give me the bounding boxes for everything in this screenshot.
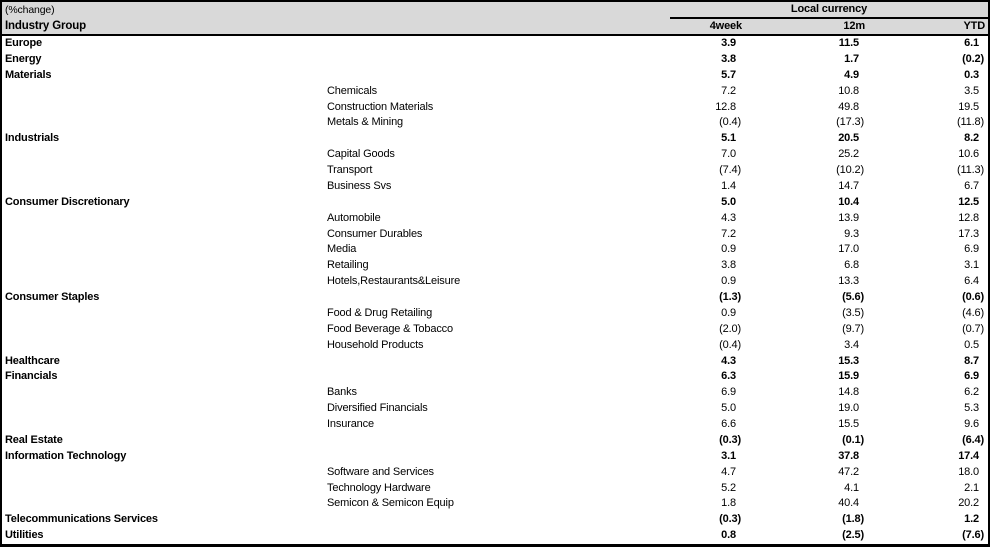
- column-group-header-local-currency: Local currency: [670, 2, 988, 19]
- value-cell-12m: 4.9: [844, 68, 859, 81]
- industry-group-cell: Europe: [5, 37, 42, 49]
- table-row: [2, 306, 988, 322]
- value-cell-12m: 14.7: [838, 179, 859, 192]
- value-cell-4week: 6.3: [721, 370, 736, 383]
- sub-industry-cell: [325, 131, 670, 147]
- value-cell-4week: 5.0: [721, 402, 736, 415]
- industry-group-cell: [2, 84, 325, 100]
- value-cell-4week: (0.4): [719, 338, 741, 351]
- value-cell-12m: (9.7): [842, 322, 864, 335]
- industry-group-cell: Utilities: [5, 529, 44, 542]
- sub-industry-cell: Semicon & Semicon Equip: [327, 497, 454, 510]
- table-body: [2, 36, 988, 544]
- sub-industry-cell: Metals & Mining: [327, 116, 404, 129]
- sub-industry-cell: [325, 354, 670, 370]
- industry-group-cell: [2, 179, 325, 195]
- value-cell-ytd: 0.5: [964, 338, 979, 351]
- value-cell-4week: 0.9: [721, 275, 736, 288]
- table-row: [2, 385, 988, 401]
- table-row: [2, 163, 988, 179]
- value-cell-4week: 3.1: [721, 449, 736, 462]
- column-header-4week: 4week: [709, 20, 742, 32]
- industry-group-cell: [2, 306, 325, 322]
- sub-industry-cell: [325, 68, 670, 84]
- table-row: [2, 369, 988, 385]
- value-cell-4week: 7.2: [721, 227, 736, 240]
- value-cell-4week: (1.3): [719, 291, 741, 303]
- industry-group-cell: [2, 147, 325, 163]
- value-cell-12m: 13.3: [838, 275, 859, 288]
- sub-industry-cell: Diversified Financials: [327, 402, 428, 415]
- sub-industry-cell: [325, 369, 670, 385]
- table-row: [2, 115, 988, 131]
- sub-industry-cell: Automobile: [327, 211, 381, 224]
- row-header-industry-group: Industry Group: [5, 20, 86, 32]
- table-row: [2, 227, 988, 243]
- sub-industry-cell: Chemicals: [327, 84, 377, 97]
- value-cell-ytd: 20.2: [958, 497, 979, 510]
- sub-industry-cell: [325, 512, 670, 528]
- industry-group-cell: [2, 417, 325, 433]
- value-cell-12m: 4.1: [844, 481, 859, 494]
- value-cell-4week: (0.4): [719, 116, 741, 129]
- table-row: [2, 512, 988, 528]
- value-cell-ytd: 6.2: [964, 386, 979, 399]
- table-row: [2, 258, 988, 274]
- table-row: [2, 195, 988, 211]
- sub-industry-cell: Retailing: [327, 259, 369, 272]
- value-cell-12m: 3.4: [844, 338, 859, 351]
- value-cell-12m: 15.9: [838, 370, 859, 383]
- sub-industry-cell: [325, 195, 670, 211]
- sub-industry-cell: Construction Materials: [327, 100, 434, 113]
- industry-group-cell: Financials: [5, 370, 58, 383]
- value-cell-4week: 6.9: [721, 386, 736, 399]
- industry-group-cell: [2, 211, 325, 227]
- value-cell-4week: 6.6: [721, 418, 736, 430]
- value-cell-ytd: 17.4: [958, 449, 979, 462]
- industry-group-cell: Telecommunications Services: [5, 513, 158, 526]
- value-cell-4week: 4.3: [721, 211, 736, 224]
- sub-industry-cell: Technology Hardware: [327, 481, 431, 494]
- units-label: (%change): [5, 4, 55, 16]
- value-cell-ytd: (0.7): [962, 322, 984, 335]
- value-cell-4week: 5.1: [721, 132, 736, 145]
- sub-industry-cell: Capital Goods: [327, 148, 395, 161]
- value-cell-4week: 1.4: [721, 179, 736, 192]
- table-row: [2, 496, 988, 512]
- sub-industry-cell: [325, 449, 670, 465]
- sub-industry-cell: [325, 52, 670, 68]
- table-row: [2, 274, 988, 290]
- table-row: [2, 242, 988, 258]
- value-cell-ytd: 8.2: [964, 132, 979, 145]
- header-row-columns: [2, 19, 988, 34]
- industry-group-cell: [2, 481, 325, 497]
- value-cell-4week: 5.7: [721, 68, 736, 81]
- value-cell-ytd: 6.4: [964, 275, 979, 288]
- value-cell-4week: (7.4): [719, 164, 741, 176]
- sub-industry-cell: Food Beverage & Tobacco: [327, 322, 453, 335]
- value-cell-ytd: 0.3: [964, 68, 979, 81]
- value-cell-12m: (17.3): [836, 116, 864, 129]
- sub-industry-cell: Media: [327, 243, 357, 256]
- value-cell-12m: 9.3: [844, 227, 859, 240]
- sub-industry-cell: [325, 528, 670, 544]
- table-row: [2, 528, 988, 544]
- industry-group-cell: [2, 465, 325, 481]
- header-row-units: [2, 2, 988, 19]
- value-cell-ytd: 10.6: [958, 148, 979, 161]
- table-row: [2, 131, 988, 147]
- industry-group-cell: [2, 242, 325, 258]
- value-cell-4week: 4.3: [721, 354, 736, 367]
- value-cell-4week: 0.9: [721, 306, 736, 319]
- table-row: [2, 147, 988, 163]
- value-cell-4week: 0.9: [721, 243, 736, 256]
- value-cell-ytd: (4.6): [962, 306, 984, 319]
- value-cell-12m: 37.8: [838, 449, 859, 462]
- value-cell-ytd: 6.7: [964, 179, 979, 192]
- industry-group-cell: [2, 115, 325, 131]
- value-cell-12m: 13.9: [838, 211, 859, 224]
- value-cell-ytd: 2.1: [964, 481, 979, 494]
- sub-industry-cell: Household Products: [327, 338, 424, 351]
- value-cell-ytd: (0.2): [962, 52, 984, 65]
- value-cell-ytd: 9.6: [964, 418, 979, 430]
- value-cell-12m: (0.1): [842, 433, 864, 446]
- table-row: [2, 100, 988, 116]
- value-cell-12m: 14.8: [838, 386, 859, 399]
- value-cell-12m: (1.8): [842, 513, 864, 526]
- value-cell-ytd: 19.5: [958, 100, 979, 113]
- value-cell-ytd: 17.3: [958, 227, 979, 240]
- sub-industry-cell: [325, 433, 670, 449]
- sub-industry-cell: Business Svs: [327, 179, 392, 192]
- value-cell-12m: (5.6): [842, 291, 864, 303]
- industry-group-cell: Healthcare: [5, 354, 60, 367]
- industry-group-cell: [2, 385, 325, 401]
- table-row: [2, 36, 988, 52]
- value-cell-ytd: 3.5: [964, 84, 979, 97]
- table-row: [2, 338, 988, 354]
- value-cell-ytd: 12.8: [958, 211, 979, 224]
- value-cell-4week: 5.2: [721, 481, 736, 494]
- industry-group-cell: [2, 322, 325, 338]
- table-row: [2, 449, 988, 465]
- sub-industry-cell: Insurance: [327, 418, 374, 430]
- sub-industry-cell: Transport: [327, 164, 373, 176]
- sub-industry-cell: Consumer Durables: [327, 227, 423, 240]
- sub-industry-cell: [325, 290, 670, 306]
- industry-group-cell: Industrials: [5, 132, 59, 145]
- value-cell-ytd: (7.6): [962, 529, 984, 542]
- value-cell-4week: 7.0: [721, 148, 736, 161]
- value-cell-ytd: 18.0: [958, 465, 979, 478]
- value-cell-ytd: 6.1: [964, 37, 979, 49]
- value-cell-4week: 3.9: [721, 37, 736, 49]
- table-row: [2, 433, 988, 449]
- table-row: [2, 401, 988, 417]
- industry-group-cell: Materials: [5, 68, 52, 81]
- industry-group-cell: [2, 258, 325, 274]
- column-header-ytd: YTD: [963, 20, 985, 32]
- value-cell-12m: 1.7: [844, 52, 859, 65]
- value-cell-ytd: 6.9: [964, 370, 979, 383]
- value-cell-ytd: (0.6): [962, 291, 984, 303]
- value-cell-ytd: 5.3: [964, 402, 979, 415]
- table-row: [2, 354, 988, 370]
- value-cell-4week: 7.2: [721, 84, 736, 97]
- industry-group-cell: Real Estate: [5, 433, 63, 446]
- sub-industry-cell: [325, 36, 670, 52]
- value-cell-4week: 3.8: [721, 52, 736, 65]
- table-row: [2, 322, 988, 338]
- sub-industry-cell: Hotels,Restaurants&Leisure: [327, 275, 461, 288]
- value-cell-4week: 1.8: [721, 497, 736, 510]
- table-row: [2, 68, 988, 84]
- value-cell-12m: 15.5: [838, 418, 859, 430]
- industry-group-cell: Consumer Staples: [5, 291, 100, 303]
- industry-group-cell: Information Technology: [5, 449, 127, 462]
- industry-group-cell: [2, 100, 325, 116]
- table-row: [2, 179, 988, 195]
- table-row: [2, 211, 988, 227]
- value-cell-4week: 5.0: [721, 195, 736, 208]
- value-cell-12m: (10.2): [836, 164, 864, 176]
- value-cell-ytd: (11.8): [956, 116, 984, 129]
- table-row: [2, 84, 988, 100]
- value-cell-ytd: (11.3): [956, 164, 984, 176]
- table-row: [2, 290, 988, 306]
- industry-group-cell: Consumer Discretionary: [5, 195, 130, 208]
- table-row: [2, 481, 988, 497]
- value-cell-12m: (2.5): [842, 529, 864, 542]
- value-cell-12m: 10.4: [838, 195, 859, 208]
- industry-group-cell: [2, 274, 325, 290]
- table-row: [2, 52, 988, 68]
- value-cell-12m: 10.8: [838, 84, 859, 97]
- sub-industry-cell: Software and Services: [327, 465, 434, 478]
- column-header-12m: 12m: [843, 20, 865, 32]
- value-cell-12m: 11.5: [838, 37, 859, 49]
- value-cell-12m: 40.4: [838, 497, 859, 510]
- table-row: [2, 417, 988, 433]
- value-cell-ytd: (6.4): [962, 433, 984, 446]
- value-cell-ytd: 3.1: [964, 259, 979, 272]
- value-cell-12m: 6.8: [844, 259, 859, 272]
- value-cell-12m: 49.8: [838, 100, 859, 113]
- value-cell-ytd: 8.7: [964, 354, 979, 367]
- industry-group-cell: [2, 227, 325, 243]
- value-cell-ytd: 6.9: [964, 243, 979, 256]
- value-cell-4week: (2.0): [719, 322, 741, 335]
- value-cell-4week: 3.8: [721, 259, 736, 272]
- value-cell-4week: 12.8: [715, 100, 736, 113]
- value-cell-12m: 47.2: [838, 465, 859, 478]
- value-cell-4week: 0.8: [721, 529, 736, 542]
- value-cell-4week: (0.3): [719, 513, 741, 526]
- value-cell-12m: 15.3: [838, 354, 859, 367]
- sub-industry-cell: Food & Drug Retailing: [327, 306, 433, 319]
- industry-group-cell: [2, 401, 325, 417]
- industry-group-cell: Energy: [5, 52, 42, 65]
- sub-industry-cell: Banks: [327, 386, 357, 399]
- value-cell-12m: 17.0: [838, 243, 859, 256]
- value-cell-12m: 25.2: [838, 148, 859, 161]
- value-cell-ytd: 1.2: [964, 513, 979, 526]
- industry-group-cell: [2, 496, 325, 512]
- value-cell-12m: 20.5: [838, 132, 859, 145]
- industry-group-cell: [2, 163, 325, 179]
- table-header: [2, 2, 988, 36]
- value-cell-ytd: 12.5: [958, 195, 979, 208]
- table-row: [2, 465, 988, 481]
- industry-group-cell: [2, 338, 325, 354]
- value-cell-4week: (0.3): [719, 433, 741, 446]
- value-cell-12m: (3.5): [842, 306, 864, 319]
- value-cell-12m: 19.0: [838, 402, 859, 415]
- value-cell-4week: 4.7: [721, 465, 736, 478]
